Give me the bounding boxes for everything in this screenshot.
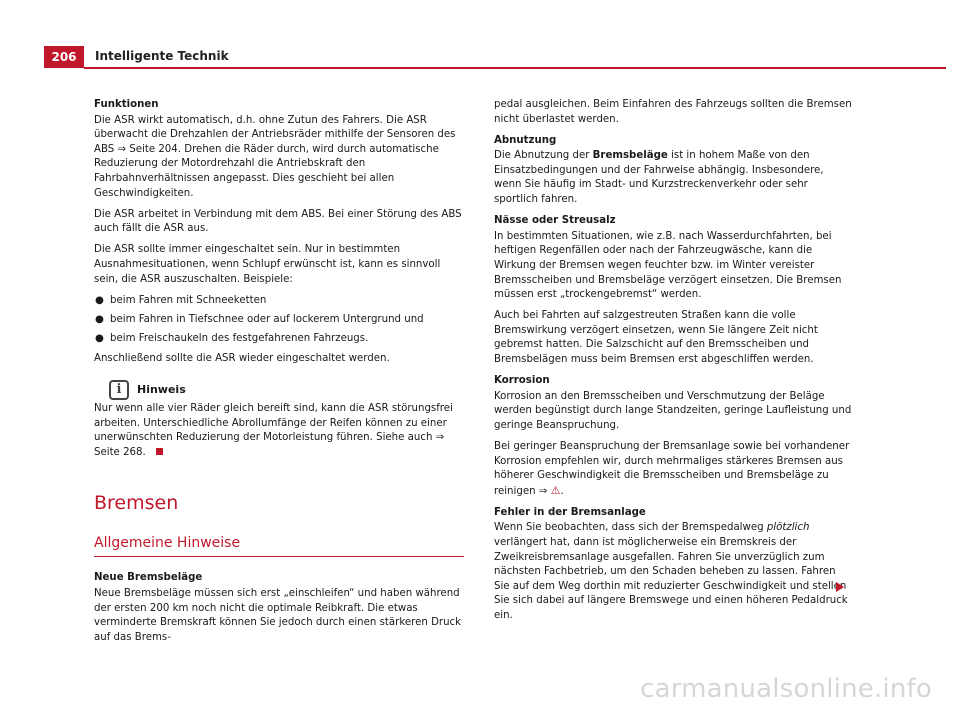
text-run: Die Abnutzung der xyxy=(494,150,593,162)
list-item xyxy=(94,294,464,309)
continue-arrow-icon xyxy=(836,582,844,592)
korrosion-heading: Korrosion xyxy=(494,375,550,387)
section-title: Bremsen xyxy=(94,492,179,515)
subsection-title: Allgemeine Hinweise xyxy=(94,535,241,552)
paragraph: Auch bei Fahrten auf salzgestreuten Straßen kann die volle Bremswirkung verzögert einsetzen, wenn Sie längere Zeit nicht gebremst hatten. Die Salzschicht auf den Bremsscheiben und Bremsbelägen muss beim Bremsen erst abgeschliffen werden. xyxy=(494,310,818,365)
bullet-icon: ● xyxy=(95,294,104,306)
left-column xyxy=(94,98,464,652)
paragraph: Die ASR wirkt automatisch, d.h. ohne Zutun des Fahrers. Die ASR überwacht die Drehzahlen der Antriebsräder mithilfe der Sensoren des ABS ⇒ Seite 204. Drehen die Räder durch, wird durch automatische Reduzierung der Motordrehzahl die Antriebskraft den Fahrbahnverhältnissen angepasst. Dies geschieht bei allen Geschwindigkeiten. xyxy=(94,114,456,199)
text-run: Bei geringer Beanspruchung der Bremsanlage sowie bei vorhandener Korrosion empfehlen wir, durch mehrmaliges stärkeres Bremsen aus höherer Geschwindigkeit die Bremsscheiben und Bremsbeläge zu reinigen ⇒ xyxy=(494,440,850,497)
right-column xyxy=(494,98,854,630)
paragraph: Die ASR arbeitet in Verbindung mit dem ABS. Bei einer Störung des ABS auch fällt die ASR aus. xyxy=(94,208,462,235)
text-run: ist in hohem Maße von den Einsatzbedingungen und der Fahrweise abhängig. Insbesondere, wenn Sie häufig im Stadt- und Kurzstreckenverkehr oder sehr sportlich fahren. xyxy=(494,150,824,206)
header-rule xyxy=(84,67,946,69)
paragraph xyxy=(494,149,854,207)
paragraph: Die ASR sollte immer eingeschaltet sein. Nur in bestimmten Ausnahmesituationen, wenn Schlupf erwünscht ist, kann es sinnvoll sein, die ASR auszuschalten. Beispiele: xyxy=(94,244,441,285)
list-item xyxy=(94,332,464,347)
funktionen-heading: Funktionen xyxy=(94,99,159,110)
naesse-heading: Nässe oder Streusalz xyxy=(494,215,616,227)
text-run: . xyxy=(560,485,564,497)
paragraph: Neue Bremsbeläge müssen sich erst „einschleifen“ und haben während der ersten 200 km noch nicht die optimale Reibkraft. Die etwas verminderte Bremskraft können Sie jedoch durch einen stärkeren Druck auf das Brems- xyxy=(94,587,462,643)
paragraph: In bestimmten Situationen, wie z.B. nach Wasserdurchfahrten, bei heftigen Regenfällen oder nach der Fahrzeugwäsche, kann die Wirkung der Bremsen wegen feuchter bzw. im Winter vereister Bremsscheiben und Bremsbeläge verzögert einsetzen. Die Bremsen müssen erst „trockengebremst“ werden. xyxy=(494,230,842,301)
paragraph xyxy=(494,521,854,623)
italic-term: plötzlich xyxy=(766,522,810,534)
text-run: verlängert hat, dann ist möglicherweise ein Bremskreis der Zweikreisbremsanlage ausgefallen. Fahren Sie unverzüglich zum nächsten Fachbetrieb, um den Schaden beheben zu lassen. Fahren Sie auf dem Weg dorthin mit reduzierter Geschwindigkeit und stellen Sie sich dabei auf längere Bremswege und einen höheren Pedaldruck ein. xyxy=(494,537,848,621)
end-of-section-icon xyxy=(156,448,163,455)
note-text: Nur wenn alle vier Räder gleich bereift sind, kann die ASR störungsfrei arbeiten. Unterschiedliche Abrollumfänge der Reifen können zu einer unerwünschten Reduzierung der Motorleistung führen. Siehe auch ⇒ Seite 268. xyxy=(94,403,453,458)
list-item-text: beim Fahren mit Schneeketten xyxy=(110,294,267,306)
note-header xyxy=(94,380,464,400)
neue-bremsbelaege-heading: Neue Bremsbeläge xyxy=(94,572,203,584)
paragraph: pedal ausgleichen. Beim Einfahren des Fahrzeugs sollten die Bremsen nicht überlastet werden. xyxy=(494,99,852,125)
page-header-title: Intelligente Technik xyxy=(95,49,229,63)
list-item xyxy=(94,313,464,328)
paragraph: Anschließend sollte die ASR wieder eingeschaltet werden. xyxy=(94,353,390,365)
list-item-text: beim Fahren in Tiefschnee oder auf lockerem Untergrund und xyxy=(110,313,424,325)
warning-icon: ⚠ xyxy=(550,483,561,497)
paragraph xyxy=(494,440,854,499)
example-list xyxy=(94,294,464,347)
subsection-rule xyxy=(94,556,464,557)
fehler-heading: Fehler in der Bremsanlage xyxy=(494,506,646,518)
bullet-icon: ● xyxy=(95,313,104,325)
bullet-icon: ● xyxy=(95,332,104,344)
paragraph: Korrosion an den Bremsscheiben und Verschmutzung der Beläge werden begünstigt durch lange Standzeiten, geringe Laufleistung und geringe Beanspruchung. xyxy=(494,390,852,431)
list-item-text: beim Freischaukeln des festgefahrenen Fahrzeugs. xyxy=(110,332,369,344)
note-paragraph xyxy=(94,402,464,460)
bold-term: Bremsbeläge xyxy=(592,150,668,162)
info-icon: i xyxy=(109,380,129,400)
text-run: Wenn Sie beobachten, dass sich der Bremspedalweg xyxy=(494,522,767,534)
watermark: carmanualsonline.info xyxy=(640,674,932,704)
page-number: 206 xyxy=(44,46,84,68)
note-title: Hinweis xyxy=(137,382,186,396)
abnutzung-heading: Abnutzung xyxy=(494,134,557,146)
